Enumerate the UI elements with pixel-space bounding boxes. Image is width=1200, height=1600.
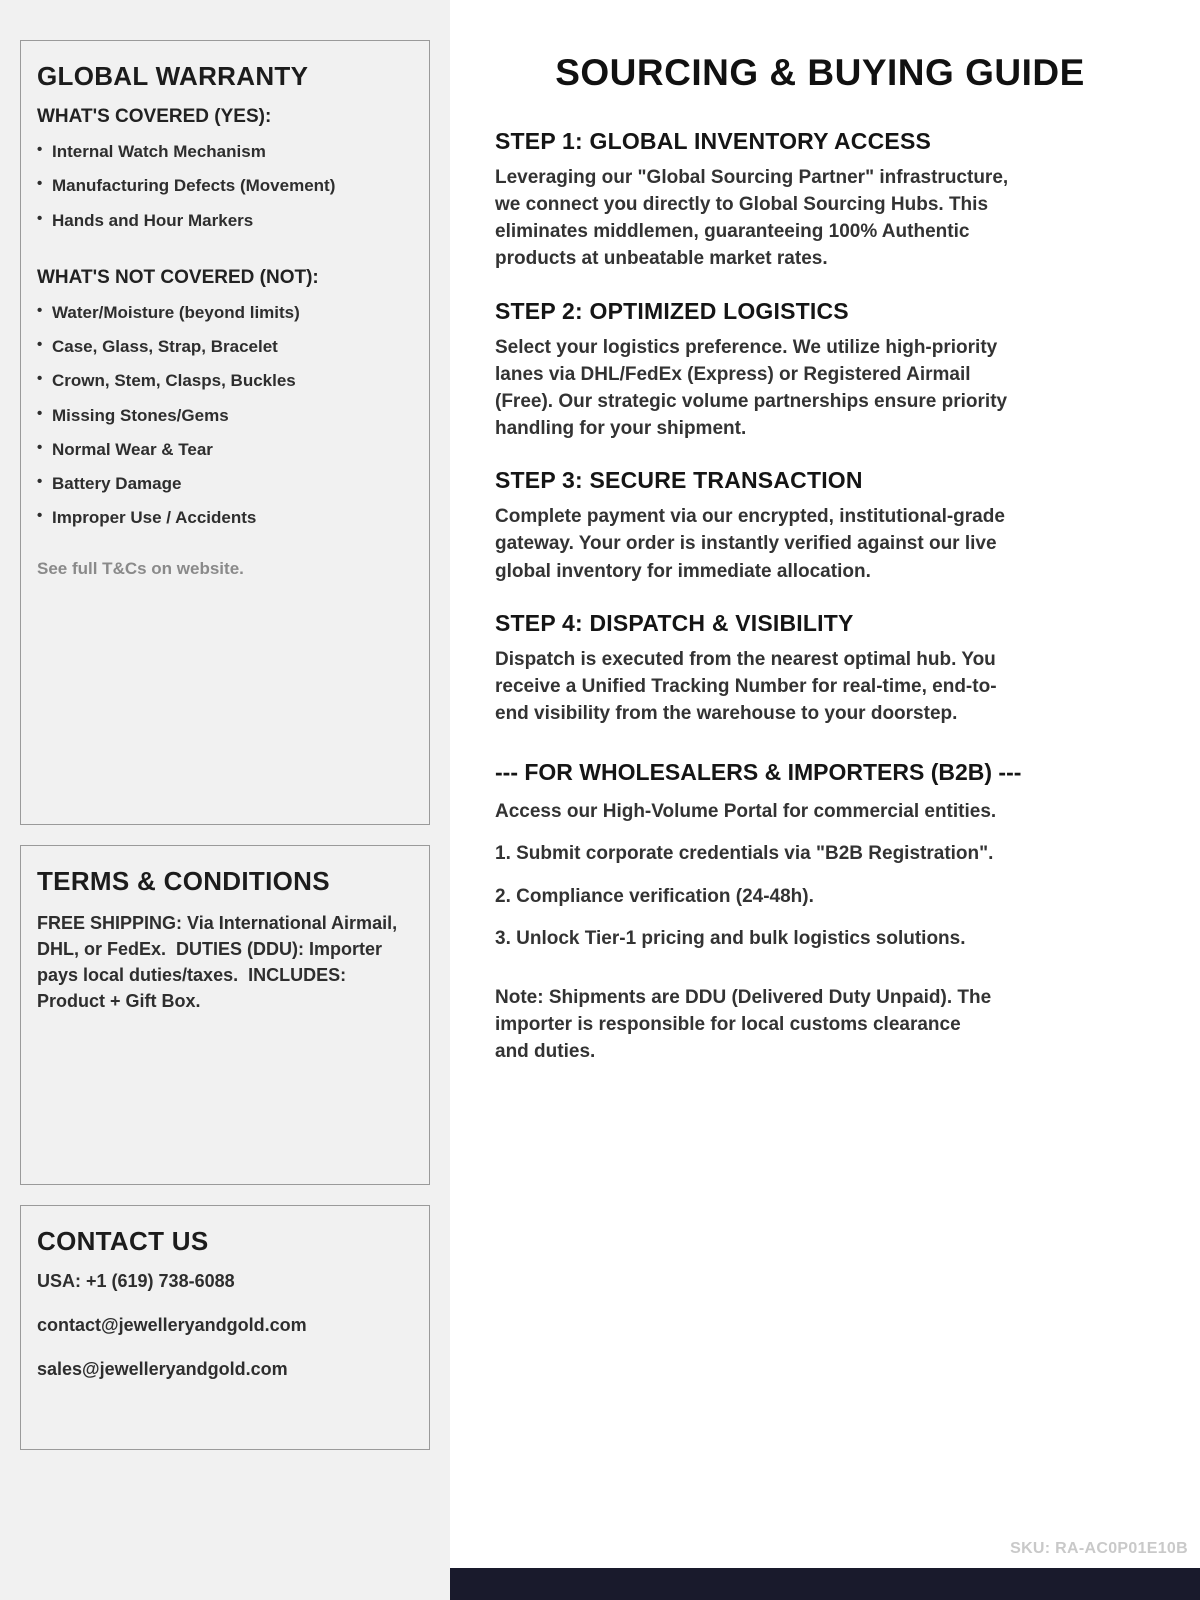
step-2-body: Select your logistics preference. We utilize high-priority lanes via DHL/FedEx (Express) or Registered Airmail (Free). Our strategic volume partnerships ensure priority handling for your shipment. [495, 336, 1008, 440]
page-title: SOURCING & BUYING GUIDE [555, 52, 1085, 93]
b2b-section [495, 759, 1145, 1065]
list-item: • Hands and Hour Markers [37, 210, 413, 231]
step-1 [495, 128, 1145, 273]
warranty-title: GLOBAL WARRANTY [37, 61, 309, 91]
list-item: • Normal Wear & Tear [37, 439, 413, 460]
b2b-intro: Access our High-Volume Portal for commercial entities. [495, 801, 997, 823]
b2b-item-2: 2. Compliance verification (24-48h). [495, 885, 814, 907]
warranty-not-covered-list [37, 302, 413, 529]
step-4-heading: STEP 4: DISPATCH & VISIBILITY [495, 609, 854, 636]
warranty-covered-list [37, 141, 413, 231]
list-item: • Battery Damage [37, 473, 413, 494]
b2b-heading: --- FOR WHOLESALERS & IMPORTERS (B2B) --- [495, 759, 1022, 786]
sku-label: SKU: RA-AC0P01E10B [1010, 1540, 1188, 1557]
warranty-footnote: See full T&Cs on website. [37, 558, 244, 578]
terms-panel [20, 845, 430, 1185]
b2b-item-1: 1. Submit corporate credentials via "B2B Registration". [495, 843, 994, 865]
b2b-note: Note: Shipments are DDU (Delivered Duty Unpaid). The importer is responsible for local customs clearance and duties. [495, 986, 992, 1063]
step-3-heading: STEP 3: SECURE TRANSACTION [495, 467, 863, 494]
warranty-panel [20, 40, 430, 825]
list-item: • Water/Moisture (beyond limits) [37, 302, 413, 323]
step-3-body: Complete payment via our encrypted, institutional-grade gateway. Your order is instantly verified against our live global inventory for immediate allocation. [495, 506, 1005, 582]
terms-body: FREE SHIPPING: Via International Airmail, DHL, or FedEx. DUTIES (DDU): Importer pays local duties/taxes. INCLUDES: Product + Gift Box. [37, 913, 403, 1011]
info-sidebar [0, 0, 450, 1600]
list-item: • Internal Watch Mechanism [37, 141, 413, 162]
step-2-heading: STEP 2: OPTIMIZED LOGISTICS [495, 297, 849, 324]
step-2 [495, 298, 1145, 443]
contact-title: CONTACT US [37, 1226, 209, 1256]
contact-phone: USA: +1 (619) 738-6088 [37, 1271, 235, 1291]
list-item: • Manufacturing Defects (Movement) [37, 175, 413, 196]
list-item: • Missing Stones/Gems [37, 405, 413, 426]
list-item: • Case, Glass, Strap, Bracelet [37, 336, 413, 357]
terms-title: TERMS & CONDITIONS [37, 866, 330, 896]
guide-main [450, 0, 1200, 1600]
step-4 [495, 610, 1145, 727]
footer-bar [450, 1568, 1200, 1600]
contact-email-primary: contact@jewelleryandgold.com [37, 1315, 307, 1335]
step-3 [495, 467, 1145, 584]
contact-email-sales: sales@jewelleryandgold.com [37, 1359, 288, 1379]
b2b-item-3: 3. Unlock Tier-1 pricing and bulk logistics solutions. [495, 927, 966, 949]
step-4-body: Dispatch is executed from the nearest optimal hub. You receive a Unified Tracking Number for real-time, end-to-end visibility from the warehouse to your doorstep. [495, 648, 997, 725]
step-1-body: Leveraging our "Global Sourcing Partner" infrastructure, we connect you directly to Global Sourcing Hubs. This eliminates middlemen, guaranteeing 100% Authentic products at unbeatable market rates. [495, 167, 1009, 270]
step-1-heading: STEP 1: GLOBAL INVENTORY ACCESS [495, 128, 932, 154]
list-item: • Improper Use / Accidents [37, 507, 413, 528]
list-item: • Crown, Stem, Clasps, Buckles [37, 370, 413, 391]
warranty-covered-heading: WHAT'S COVERED (YES): [37, 106, 272, 127]
contact-panel [20, 1205, 430, 1450]
warranty-not-covered-heading: WHAT'S NOT COVERED (NOT): [37, 266, 319, 288]
